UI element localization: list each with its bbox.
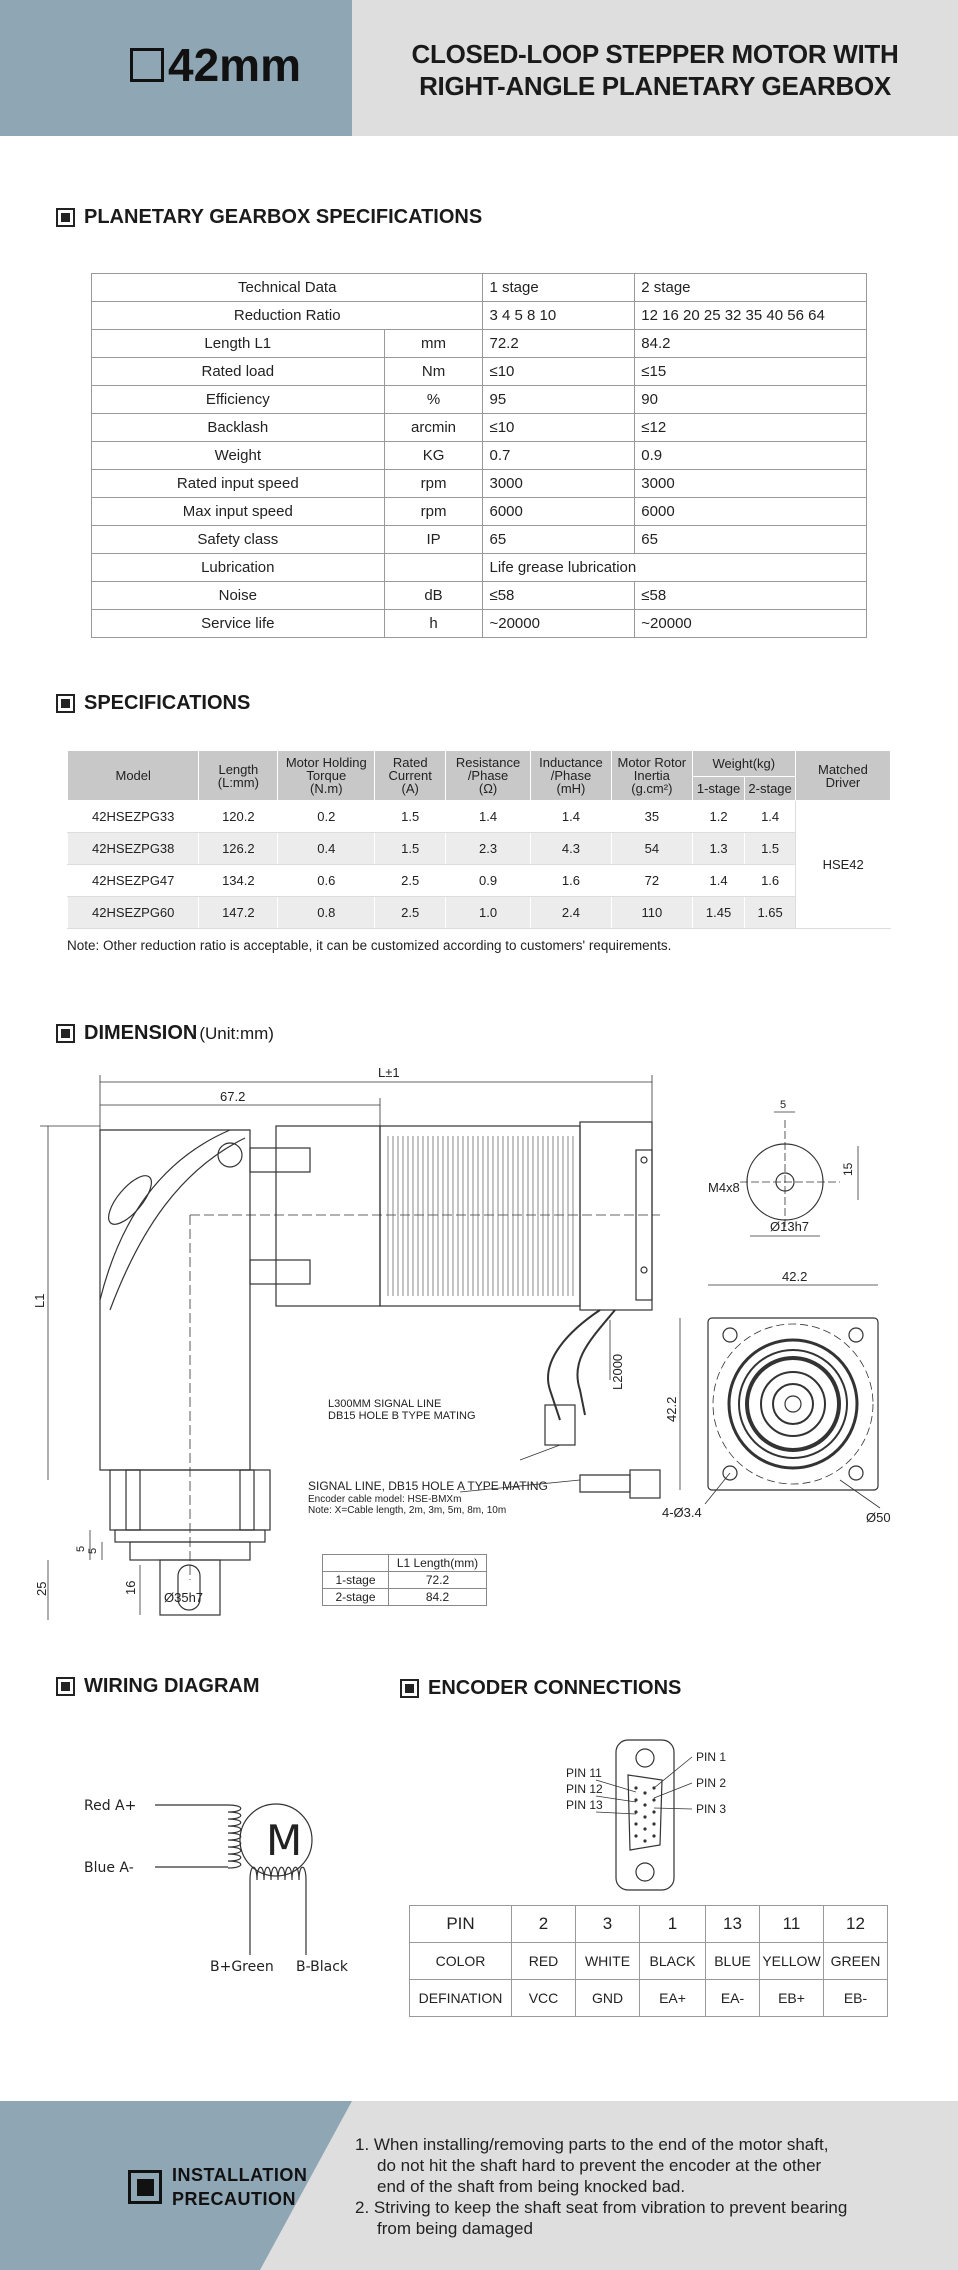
gearbox-value-merged: Life grease lubrication	[483, 554, 867, 582]
connector-pin-dot	[643, 1791, 646, 1794]
gearbox-label: Rated input speed	[92, 470, 385, 498]
enc-def-cell: GND	[576, 1980, 640, 2017]
spec-torque: 0.2	[278, 801, 375, 833]
gearbox-stage2: ≤58	[635, 582, 867, 610]
cable-b-line1: L300MM SIGNAL LINE	[328, 1398, 442, 1410]
spec-length: 134.2	[199, 865, 278, 897]
col-weight: Weight(kg)	[692, 751, 795, 777]
gearbox-label: Service life	[92, 610, 385, 638]
connector-pin-dot	[634, 1822, 637, 1825]
gearbox-stage2: 65	[635, 526, 867, 554]
enc-color-cell: GREEN	[824, 1943, 888, 1980]
motor-spec-table	[67, 750, 891, 929]
gearbox-unit: IP	[384, 526, 483, 554]
spec-resistance: 2.3	[446, 833, 531, 865]
enc-pin-cell: 12	[824, 1906, 888, 1943]
dim-5a: 5	[75, 1545, 87, 1552]
gearbox-unit: h	[384, 610, 483, 638]
specifications-heading-text: SPECIFICATIONS	[84, 692, 251, 714]
coil-a	[228, 1805, 241, 1868]
connector-pin-dot	[643, 1815, 646, 1818]
spec-w1: 1.2	[692, 801, 745, 833]
spec-current: 1.5	[375, 801, 446, 833]
gearbox-row	[92, 274, 867, 302]
l1-length-table	[322, 1554, 487, 1606]
motor-size-title	[130, 38, 301, 92]
gearbox-stage2: 2 stage	[635, 274, 867, 302]
cable-a-line1: SIGNAL LINE, DB15 HOLE A TYPE MATING	[308, 1479, 548, 1493]
dimension-section-heading	[56, 1022, 274, 1045]
gearbox-unit: %	[384, 386, 483, 414]
gearbox-stage2: 90	[635, 386, 867, 414]
connector-pin-dot	[652, 1834, 655, 1837]
enc-pin-cell: 3	[576, 1906, 640, 1943]
gearbox-row	[92, 554, 867, 582]
gearbox-stage1: 0.7	[483, 442, 635, 470]
gearbox-stage2: ~20000	[635, 610, 867, 638]
enc-pin-cell: 1	[640, 1906, 706, 1943]
wire-green: B+Green	[210, 1959, 274, 1975]
l1-stage1: 1-stage	[323, 1572, 389, 1589]
connector-pin-dot	[643, 1827, 646, 1830]
col-current: Rated Current (A)	[375, 751, 446, 801]
spec-row	[68, 865, 891, 897]
connector-pin-dot	[652, 1786, 655, 1789]
spec-row	[68, 833, 891, 865]
spec-w1: 1.4	[692, 865, 745, 897]
coil-b	[250, 1867, 306, 1880]
gearbox-label: Backlash	[92, 414, 385, 442]
section-bullet-icon	[400, 1679, 419, 1698]
gearbox-label: Reduction Ratio	[92, 302, 483, 330]
enc-def-cell: EA-	[706, 1980, 760, 2017]
gearbox-stage2: 0.9	[635, 442, 867, 470]
spec-inductance: 1.6	[531, 865, 612, 897]
footer-title-line2: PRECAUTION	[172, 2189, 297, 2209]
l1-stage1-value: 72.2	[389, 1572, 487, 1589]
col-weight-stage2: 2-stage	[745, 777, 796, 801]
dim-m4: M4x8	[708, 1180, 740, 1195]
col-resistance: Resistance /Phase (Ω)	[446, 751, 531, 801]
gearbox-stage2: 12 16 20 25 32 35 40 56 64	[635, 302, 867, 330]
l1-stage2: 2-stage	[323, 1589, 389, 1606]
square-frame-icon	[130, 48, 164, 82]
spec-driver: HSE42	[795, 801, 890, 929]
gearbox-row	[92, 470, 867, 498]
col-weight-stage1: 1-stage	[692, 777, 745, 801]
spec-torque: 0.8	[278, 897, 375, 929]
spec-w1: 1.45	[692, 897, 745, 929]
specifications-section-heading	[56, 692, 250, 715]
gearbox-row	[92, 386, 867, 414]
dim-67: 67.2	[220, 1089, 246, 1104]
l1-table-header: L1 Length(mm)	[389, 1555, 487, 1572]
dim-d50: Ø50	[866, 1510, 891, 1525]
spec-resistance: 0.9	[446, 865, 531, 897]
gearbox-row	[92, 610, 867, 638]
gearbox-stage2: 84.2	[635, 330, 867, 358]
connector-pin-dot	[634, 1834, 637, 1837]
enc-color-cell: YELLOW	[760, 1943, 824, 1980]
gearbox-unit: arcmin	[384, 414, 483, 442]
gearbox-stage1: ≤10	[483, 414, 635, 442]
spec-model: 42HSEZPG60	[68, 897, 199, 929]
spec-model: 42HSEZPG38	[68, 833, 199, 865]
dimension-heading-text: DIMENSION	[84, 1022, 198, 1044]
dim-holes: 4-Ø3.4	[662, 1505, 702, 1520]
gearbox-unit: KG	[384, 442, 483, 470]
gearbox-stage1: 3 4 5 8 10	[483, 302, 635, 330]
gearbox-label: Efficiency	[92, 386, 385, 414]
connector-pin-dot	[652, 1822, 655, 1825]
wire-red: Red A+	[84, 1798, 137, 1814]
encoder-section-heading	[400, 1677, 681, 1700]
spec-inductance: 2.4	[531, 897, 612, 929]
spec-row	[68, 801, 891, 833]
dim-shaft-dia: Ø35h7	[164, 1590, 204, 1605]
spec-resistance: 1.4	[446, 801, 531, 833]
gearbox-label: Lubrication	[92, 554, 385, 582]
gearbox-section-heading	[56, 206, 482, 229]
gearbox-stage1: ≤58	[483, 582, 635, 610]
gearbox-label: Noise	[92, 582, 385, 610]
enc-def-label: DEFINATION	[410, 1980, 512, 2017]
gearbox-row	[92, 442, 867, 470]
enc-color-cell: BLUE	[706, 1943, 760, 1980]
gearbox-label: Rated load	[92, 358, 385, 386]
gearbox-label: Safety class	[92, 526, 385, 554]
spec-w2: 1.4	[745, 801, 796, 833]
spec-inertia: 72	[611, 865, 692, 897]
pin-11-label: PIN 11	[566, 1766, 602, 1780]
spec-current: 2.5	[375, 897, 446, 929]
pin-2-label: PIN 2	[696, 1776, 727, 1790]
page-header	[0, 0, 958, 136]
warning-square-icon	[128, 2170, 162, 2204]
wire-black: B-Black	[296, 1959, 349, 1975]
connector-pin-dot	[634, 1786, 637, 1789]
pin-3-label: PIN 3	[696, 1802, 727, 1816]
col-inductance: Inductance /Phase (mH)	[531, 751, 612, 801]
spec-note: Note: Other reduction ratio is acceptable, it can be customized according to customers' requirements.	[67, 938, 672, 953]
gearbox-stage2: 6000	[635, 498, 867, 526]
spec-model: 42HSEZPG33	[68, 801, 199, 833]
enc-def-row	[410, 1980, 888, 2017]
dim-42-side: 42.2	[664, 1396, 679, 1422]
dim-s5: 5	[780, 1099, 787, 1111]
encoder-heading-text: ENCODER CONNECTIONS	[428, 1677, 682, 1699]
spec-w2: 1.6	[745, 865, 796, 897]
gearbox-stage1: 1 stage	[483, 274, 635, 302]
wire-blue: Blue A-	[84, 1860, 134, 1876]
pin-13-label: PIN 13	[566, 1798, 603, 1812]
enc-def-cell: EB-	[824, 1980, 888, 2017]
spec-inertia: 54	[611, 833, 692, 865]
gearbox-label: Technical Data	[92, 274, 483, 302]
connector-pin-dot	[634, 1810, 637, 1813]
col-driver: Matched Driver	[795, 751, 890, 801]
gearbox-row	[92, 358, 867, 386]
gearbox-unit: rpm	[384, 498, 483, 526]
col-torque: Motor Holding Torque (N.m)	[278, 751, 375, 801]
precaution-1-line3: end of the shaft from being knocked bad.	[377, 2177, 686, 2196]
gearbox-spec-table	[91, 273, 867, 638]
gearbox-stage2: ≤12	[635, 414, 867, 442]
enc-pin-cell: 2	[512, 1906, 576, 1943]
enc-pin-cell: 13	[706, 1906, 760, 1943]
section-bullet-icon	[56, 694, 75, 713]
spec-w2: 1.5	[745, 833, 796, 865]
gearbox-stage2: ≤15	[635, 358, 867, 386]
connector-pin-dot	[643, 1803, 646, 1806]
precaution-1-line1: 1. When installing/removing parts to the end of the motor shaft,	[355, 2135, 829, 2154]
precaution-2-line2: from being damaged	[377, 2219, 533, 2238]
gearbox-label: Max input speed	[92, 498, 385, 526]
enc-def-cell: EA+	[640, 1980, 706, 2017]
spec-model: 42HSEZPG47	[68, 865, 199, 897]
dim-l-total: L±1	[378, 1065, 400, 1080]
gearbox-label: Length L1	[92, 330, 385, 358]
wiring-section-heading	[56, 1675, 260, 1698]
product-title	[352, 38, 958, 102]
spec-w1: 1.3	[692, 833, 745, 865]
spec-inertia: 35	[611, 801, 692, 833]
spec-resistance: 1.0	[446, 897, 531, 929]
wiring-diagram	[80, 1775, 380, 1975]
dim-s15: 15	[841, 1162, 855, 1176]
wiring-heading-text: WIRING DIAGRAM	[84, 1675, 260, 1697]
spec-torque: 0.6	[278, 865, 375, 897]
spec-current: 1.5	[375, 833, 446, 865]
section-bullet-icon	[56, 208, 75, 227]
gearbox-label: Weight	[92, 442, 385, 470]
col-length: Length (L:mm)	[199, 751, 278, 801]
dimension-drawing	[32, 1060, 920, 1620]
enc-pin-row	[410, 1906, 888, 1943]
enc-def-cell: EB+	[760, 1980, 824, 2017]
gearbox-row	[92, 330, 867, 358]
gearbox-stage1: 65	[483, 526, 635, 554]
l1-stage2-value: 84.2	[389, 1589, 487, 1606]
gearbox-row	[92, 302, 867, 330]
section-bullet-icon	[56, 1024, 75, 1043]
dim-5b: 5	[87, 1547, 99, 1554]
gearbox-stage1: 6000	[483, 498, 635, 526]
spec-w2: 1.65	[745, 897, 796, 929]
enc-color-cell: BLACK	[640, 1943, 706, 1980]
precaution-1-line2: do not hit the shaft hard to prevent the encoder at the other	[377, 2156, 822, 2175]
db15-connector	[560, 1730, 760, 1895]
gearbox-unit: Nm	[384, 358, 483, 386]
gearbox-unit: dB	[384, 582, 483, 610]
section-bullet-icon	[56, 1677, 75, 1696]
installation-footer	[0, 2101, 958, 2270]
connector-pin-dot	[652, 1810, 655, 1813]
product-title-line1: CLOSED-LOOP STEPPER MOTOR WITH	[411, 39, 899, 69]
motor-size-label: 42mm	[168, 39, 301, 91]
pin-1-label: PIN 1	[696, 1750, 727, 1764]
footer-title	[128, 2163, 307, 2211]
dim-25: 25	[34, 1581, 49, 1596]
gearbox-stage1: 95	[483, 386, 635, 414]
gearbox-stage1: 3000	[483, 470, 635, 498]
dim-42-top: 42.2	[782, 1269, 808, 1284]
gearbox-row	[92, 582, 867, 610]
col-model: Model	[68, 751, 199, 801]
spec-inertia: 110	[611, 897, 692, 929]
enc-color-cell: WHITE	[576, 1943, 640, 1980]
motor-symbol: M	[266, 1816, 303, 1865]
spec-length: 147.2	[199, 897, 278, 929]
enc-pin-cell: 11	[760, 1906, 824, 1943]
dimension-unit: (Unit:mm)	[199, 1023, 274, 1043]
enc-def-cell: VCC	[512, 1980, 576, 2017]
spec-length: 120.2	[199, 801, 278, 833]
enc-pin-label: PIN	[410, 1906, 512, 1943]
enc-color-cell: RED	[512, 1943, 576, 1980]
cable-a-line2: Encoder cable model: HSE-BMXm	[308, 1494, 462, 1505]
dim-16: 16	[123, 1580, 138, 1595]
spec-row	[68, 897, 891, 929]
connector-pin-dot	[652, 1798, 655, 1801]
gearbox-heading-text: PLANETARY GEARBOX SPECIFICATIONS	[84, 206, 483, 228]
gearbox-stage1: ≤10	[483, 358, 635, 386]
cable-a-line3: Note: X=Cable length, 2m, 3m, 5m, 8m, 10m	[308, 1505, 507, 1516]
encoder-pin-table	[409, 1905, 888, 2017]
gearbox-stage2: 3000	[635, 470, 867, 498]
gearbox-unit: mm	[384, 330, 483, 358]
gearbox-unit: rpm	[384, 470, 483, 498]
dim-d13: Ø13h7	[770, 1219, 810, 1234]
gearbox-stage1: 72.2	[483, 330, 635, 358]
product-title-line2: RIGHT-ANGLE PLANETARY GEARBOX	[419, 71, 891, 101]
gearbox-row	[92, 498, 867, 526]
cable-b-line2: DB15 HOLE B TYPE MATING	[328, 1410, 476, 1422]
spec-torque: 0.4	[278, 833, 375, 865]
gearbox-unit	[384, 554, 483, 582]
enc-color-row	[410, 1943, 888, 1980]
spec-inductance: 4.3	[531, 833, 612, 865]
connector-pin-dot	[643, 1839, 646, 1842]
spec-current: 2.5	[375, 865, 446, 897]
enc-color-label: COLOR	[410, 1943, 512, 1980]
dim-l2000: L2000	[610, 1353, 625, 1390]
spec-inductance: 1.4	[531, 801, 612, 833]
pin-12-label: PIN 12	[566, 1782, 603, 1796]
connector-pin-dot	[634, 1798, 637, 1801]
dim-l1: L1	[32, 1293, 47, 1308]
gearbox-row	[92, 414, 867, 442]
col-inertia: Motor Rotor Inertia (g.cm²)	[611, 751, 692, 801]
gearbox-row	[92, 526, 867, 554]
precaution-list	[355, 2134, 915, 2239]
precaution-2-line1: 2. Striving to keep the shaft seat from vibration to prevent bearing	[355, 2198, 848, 2217]
footer-title-line1: INSTALLATION	[172, 2165, 308, 2185]
gearbox-stage1: ~20000	[483, 610, 635, 638]
spec-length: 126.2	[199, 833, 278, 865]
